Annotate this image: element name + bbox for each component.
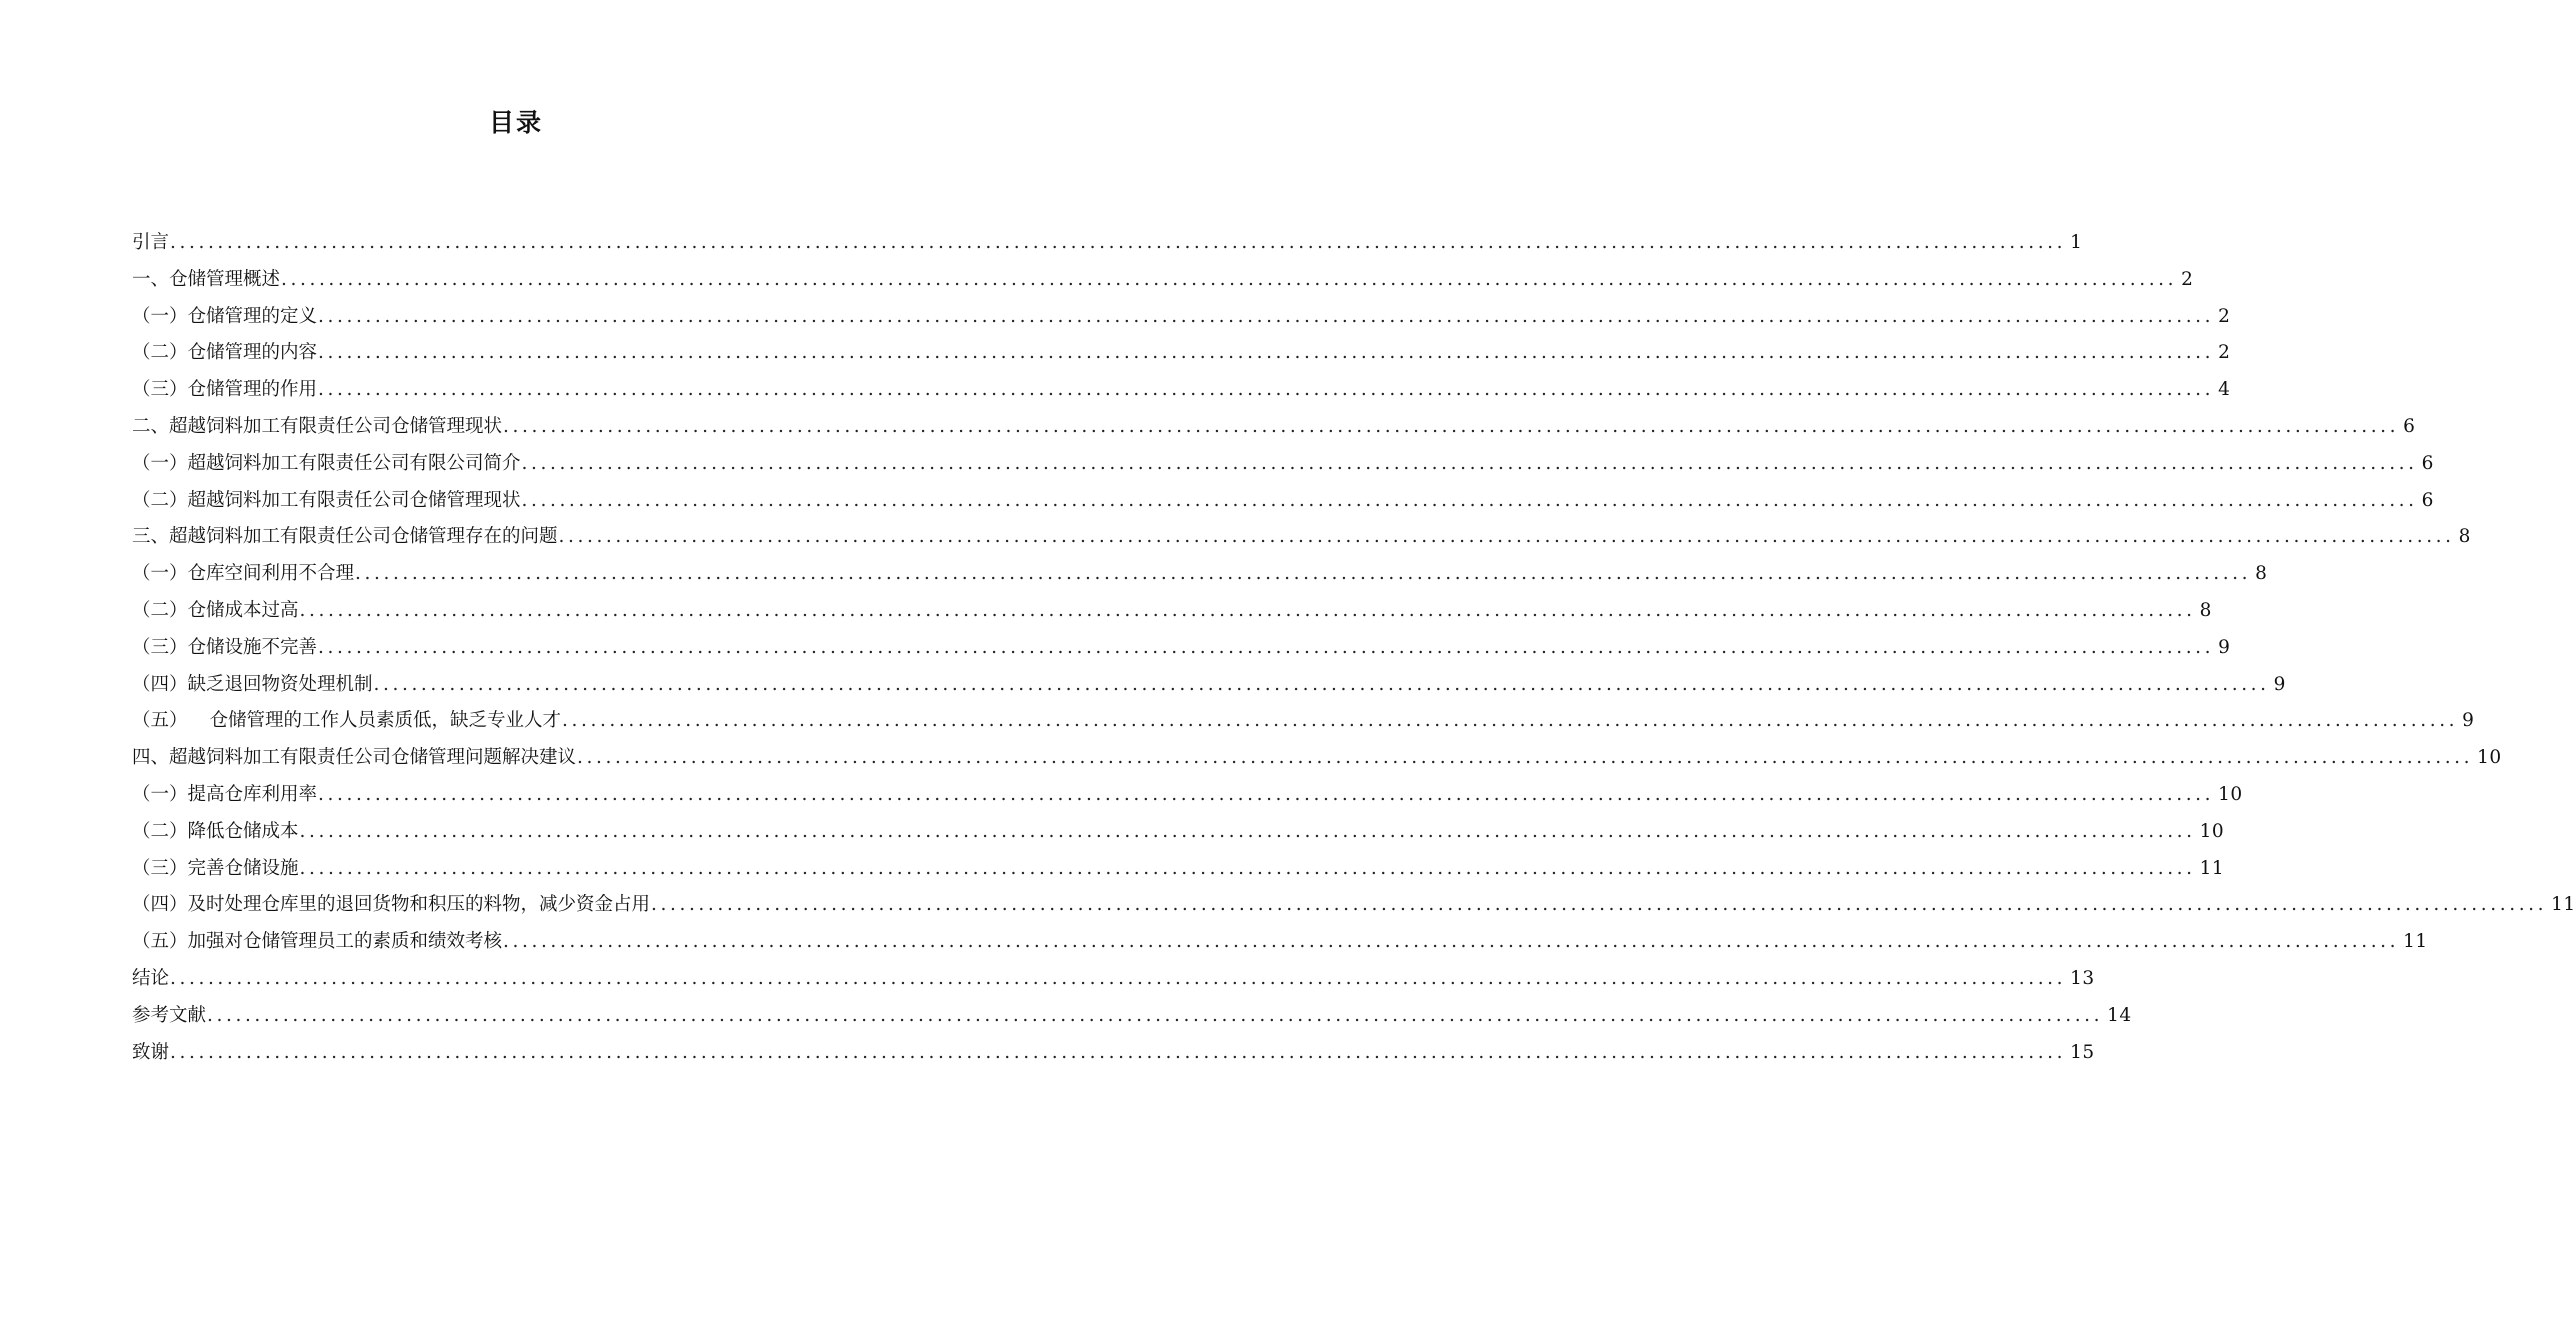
toc-dot-leader: ........................................................................................................................................................................................................: [318, 342, 2215, 364]
toc-page-number: 8: [2199, 599, 2212, 621]
toc-dot-leader: ........................................................................................................................................................................................................: [318, 636, 2215, 658]
toc-entry[interactable]: [132, 630, 2231, 667]
toc-entry[interactable]: [132, 593, 2212, 630]
toc-page-number: 11: [2403, 931, 2428, 953]
toc-dot-leader: ........................................................................................................................................................................................................: [651, 894, 2548, 916]
toc-entry[interactable]: [132, 372, 2231, 409]
toc-dot-leader: ........................................................................................................................................................................................................: [521, 489, 2418, 511]
toc-dot-leader: ........................................................................................................................................................................................................: [373, 673, 2270, 695]
toc-entry[interactable]: [132, 667, 2286, 704]
toc-page-number: 10: [2199, 820, 2225, 842]
toc-entry-label: （四）缺乏退回物资处理机制: [132, 673, 373, 695]
toc-entry[interactable]: [132, 1035, 2095, 1072]
toc-entry-label: （五）加强对仓储管理员工的素质和绩效考核: [132, 931, 503, 953]
toc-page-number: 9: [2273, 673, 2286, 695]
toc-page-number: 13: [2070, 967, 2095, 989]
toc-list: [132, 225, 2576, 1071]
toc-entry-label: [132, 703, 561, 740]
toc-entry-heading: 仓储管理的工作人员素质低，缺乏专业人才: [209, 710, 562, 732]
toc-page-number: 15: [2070, 1041, 2095, 1063]
toc-entry[interactable]: [132, 335, 2231, 372]
toc-entry[interactable]: [132, 262, 2194, 299]
toc-dot-leader: ........................................................................................................................................................................................................: [170, 967, 2067, 989]
toc-entry-label: 致谢: [132, 1041, 170, 1063]
toc-dot-leader: ........................................................................................................................................................................................................: [299, 599, 2196, 621]
toc-entry-label: 二、超越饲料加工有限责任公司仓储管理现状: [132, 415, 503, 437]
toc-dot-leader: ........................................................................................................................................................................................................: [503, 415, 2400, 437]
toc-entry-label: （三）仓储设施不完善: [132, 636, 318, 658]
toc-entry[interactable]: [132, 961, 2095, 998]
toc-page-number: 9: [2218, 636, 2231, 658]
toc-page-number: 1: [2070, 232, 2083, 253]
toc-entry[interactable]: [132, 703, 2475, 740]
toc-entry-label: 三、超越饲料加工有限责任公司仓储管理存在的问题: [132, 526, 558, 548]
toc-dot-leader: ........................................................................................................................................................................................................: [503, 931, 2400, 953]
toc-entry[interactable]: [132, 998, 2132, 1035]
toc-title: 目录: [488, 108, 543, 137]
toc-page-number: 6: [2421, 452, 2434, 474]
toc-page-number: 6: [2421, 489, 2434, 511]
toc-dot-leader: ........................................................................................................................................................................................................: [521, 452, 2418, 474]
toc-dot-leader: ........................................................................................................................................................................................................: [558, 526, 2455, 548]
toc-entry-label: （一）超越饲料加工有限责任公司有限公司简介: [132, 452, 521, 474]
toc-dot-leader: ........................................................................................................................................................................................................: [562, 710, 2459, 732]
toc-dot-leader: ........................................................................................................................................................................................................: [299, 857, 2196, 879]
toc-page-number: 2: [2218, 342, 2231, 364]
toc-dot-leader: ........................................................................................................................................................................................................: [207, 1004, 2104, 1026]
toc-entry-label: 参考文献: [132, 1004, 207, 1026]
toc-dot-leader: ........................................................................................................................................................................................................: [170, 1041, 2067, 1063]
toc-entry-label: （二）超越饲料加工有限责任公司仓储管理现状: [132, 489, 521, 511]
toc-page-number: 4: [2218, 379, 2231, 401]
toc-page-number: 11: [2199, 857, 2225, 879]
toc-entry-label: 结论: [132, 967, 170, 989]
toc-entry-label: （二）仓储管理的内容: [132, 342, 318, 364]
toc-entry-label: （一）仓库空间利用不合理: [132, 563, 355, 585]
toc-entry-number: （五）: [132, 710, 188, 732]
toc-entry-label: （三）完善仓储设施: [132, 857, 299, 879]
toc-entry-label: （一）仓储管理的定义: [132, 305, 318, 327]
toc-entry[interactable]: [132, 924, 2428, 961]
toc-entry-label: 引言: [132, 232, 170, 253]
toc-page-number: 10: [2218, 783, 2243, 805]
toc-entry[interactable]: [132, 225, 2083, 262]
toc-page-number: 11: [2551, 894, 2576, 916]
toc-page-number: 8: [2255, 563, 2268, 585]
toc-entry-label: （四）及时处理仓库里的退回货物和积压的料物，减少资金占用: [132, 894, 651, 916]
toc-entry[interactable]: [132, 483, 2434, 520]
toc-entry-label: （三）仓储管理的作用: [132, 379, 318, 401]
toc-page-number: 2: [2218, 305, 2231, 327]
toc-dot-leader: ........................................................................................................................................................................................................: [577, 747, 2474, 769]
toc-entry-label: （二）降低仓储成本: [132, 820, 299, 842]
toc-entry[interactable]: [132, 556, 2268, 593]
toc-dot-leader: ........................................................................................................................................................................................................: [318, 305, 2215, 327]
toc-page-number: 2: [2181, 268, 2194, 290]
toc-entry-label: （二）仓储成本过高: [132, 599, 299, 621]
toc-entry-label: （一）提高仓库利用率: [132, 783, 318, 805]
toc-entry-label: 四、超越饲料加工有限责任公司仓储管理问题解决建议: [132, 747, 577, 769]
toc-page-number: 6: [2403, 415, 2416, 437]
toc-dot-leader: ........................................................................................................................................................................................................: [318, 379, 2215, 401]
toc-dot-leader: ........................................................................................................................................................................................................: [281, 268, 2178, 290]
toc-entry[interactable]: [132, 299, 2231, 336]
toc-page-number: 8: [2458, 526, 2471, 548]
toc-entry[interactable]: [132, 740, 2502, 777]
toc-entry[interactable]: [132, 814, 2225, 851]
toc-entry[interactable]: [132, 777, 2243, 814]
toc-dot-leader: ........................................................................................................................................................................................................: [318, 783, 2215, 805]
toc-entry[interactable]: [132, 409, 2416, 446]
toc-entry[interactable]: [132, 446, 2434, 483]
toc-page-number: 9: [2462, 710, 2475, 732]
toc-entry[interactable]: [132, 519, 2471, 556]
toc-page-number: 14: [2107, 1004, 2132, 1026]
toc-dot-leader: ........................................................................................................................................................................................................: [355, 563, 2252, 585]
toc-entry[interactable]: [132, 887, 2576, 924]
toc-dot-leader: ........................................................................................................................................................................................................: [299, 820, 2196, 842]
toc-page-number: 10: [2477, 747, 2502, 769]
toc-dot-leader: ........................................................................................................................................................................................................: [170, 232, 2067, 253]
toc-entry-label: 一、仓储管理概述: [132, 268, 281, 290]
toc-entry[interactable]: [132, 851, 2225, 888]
